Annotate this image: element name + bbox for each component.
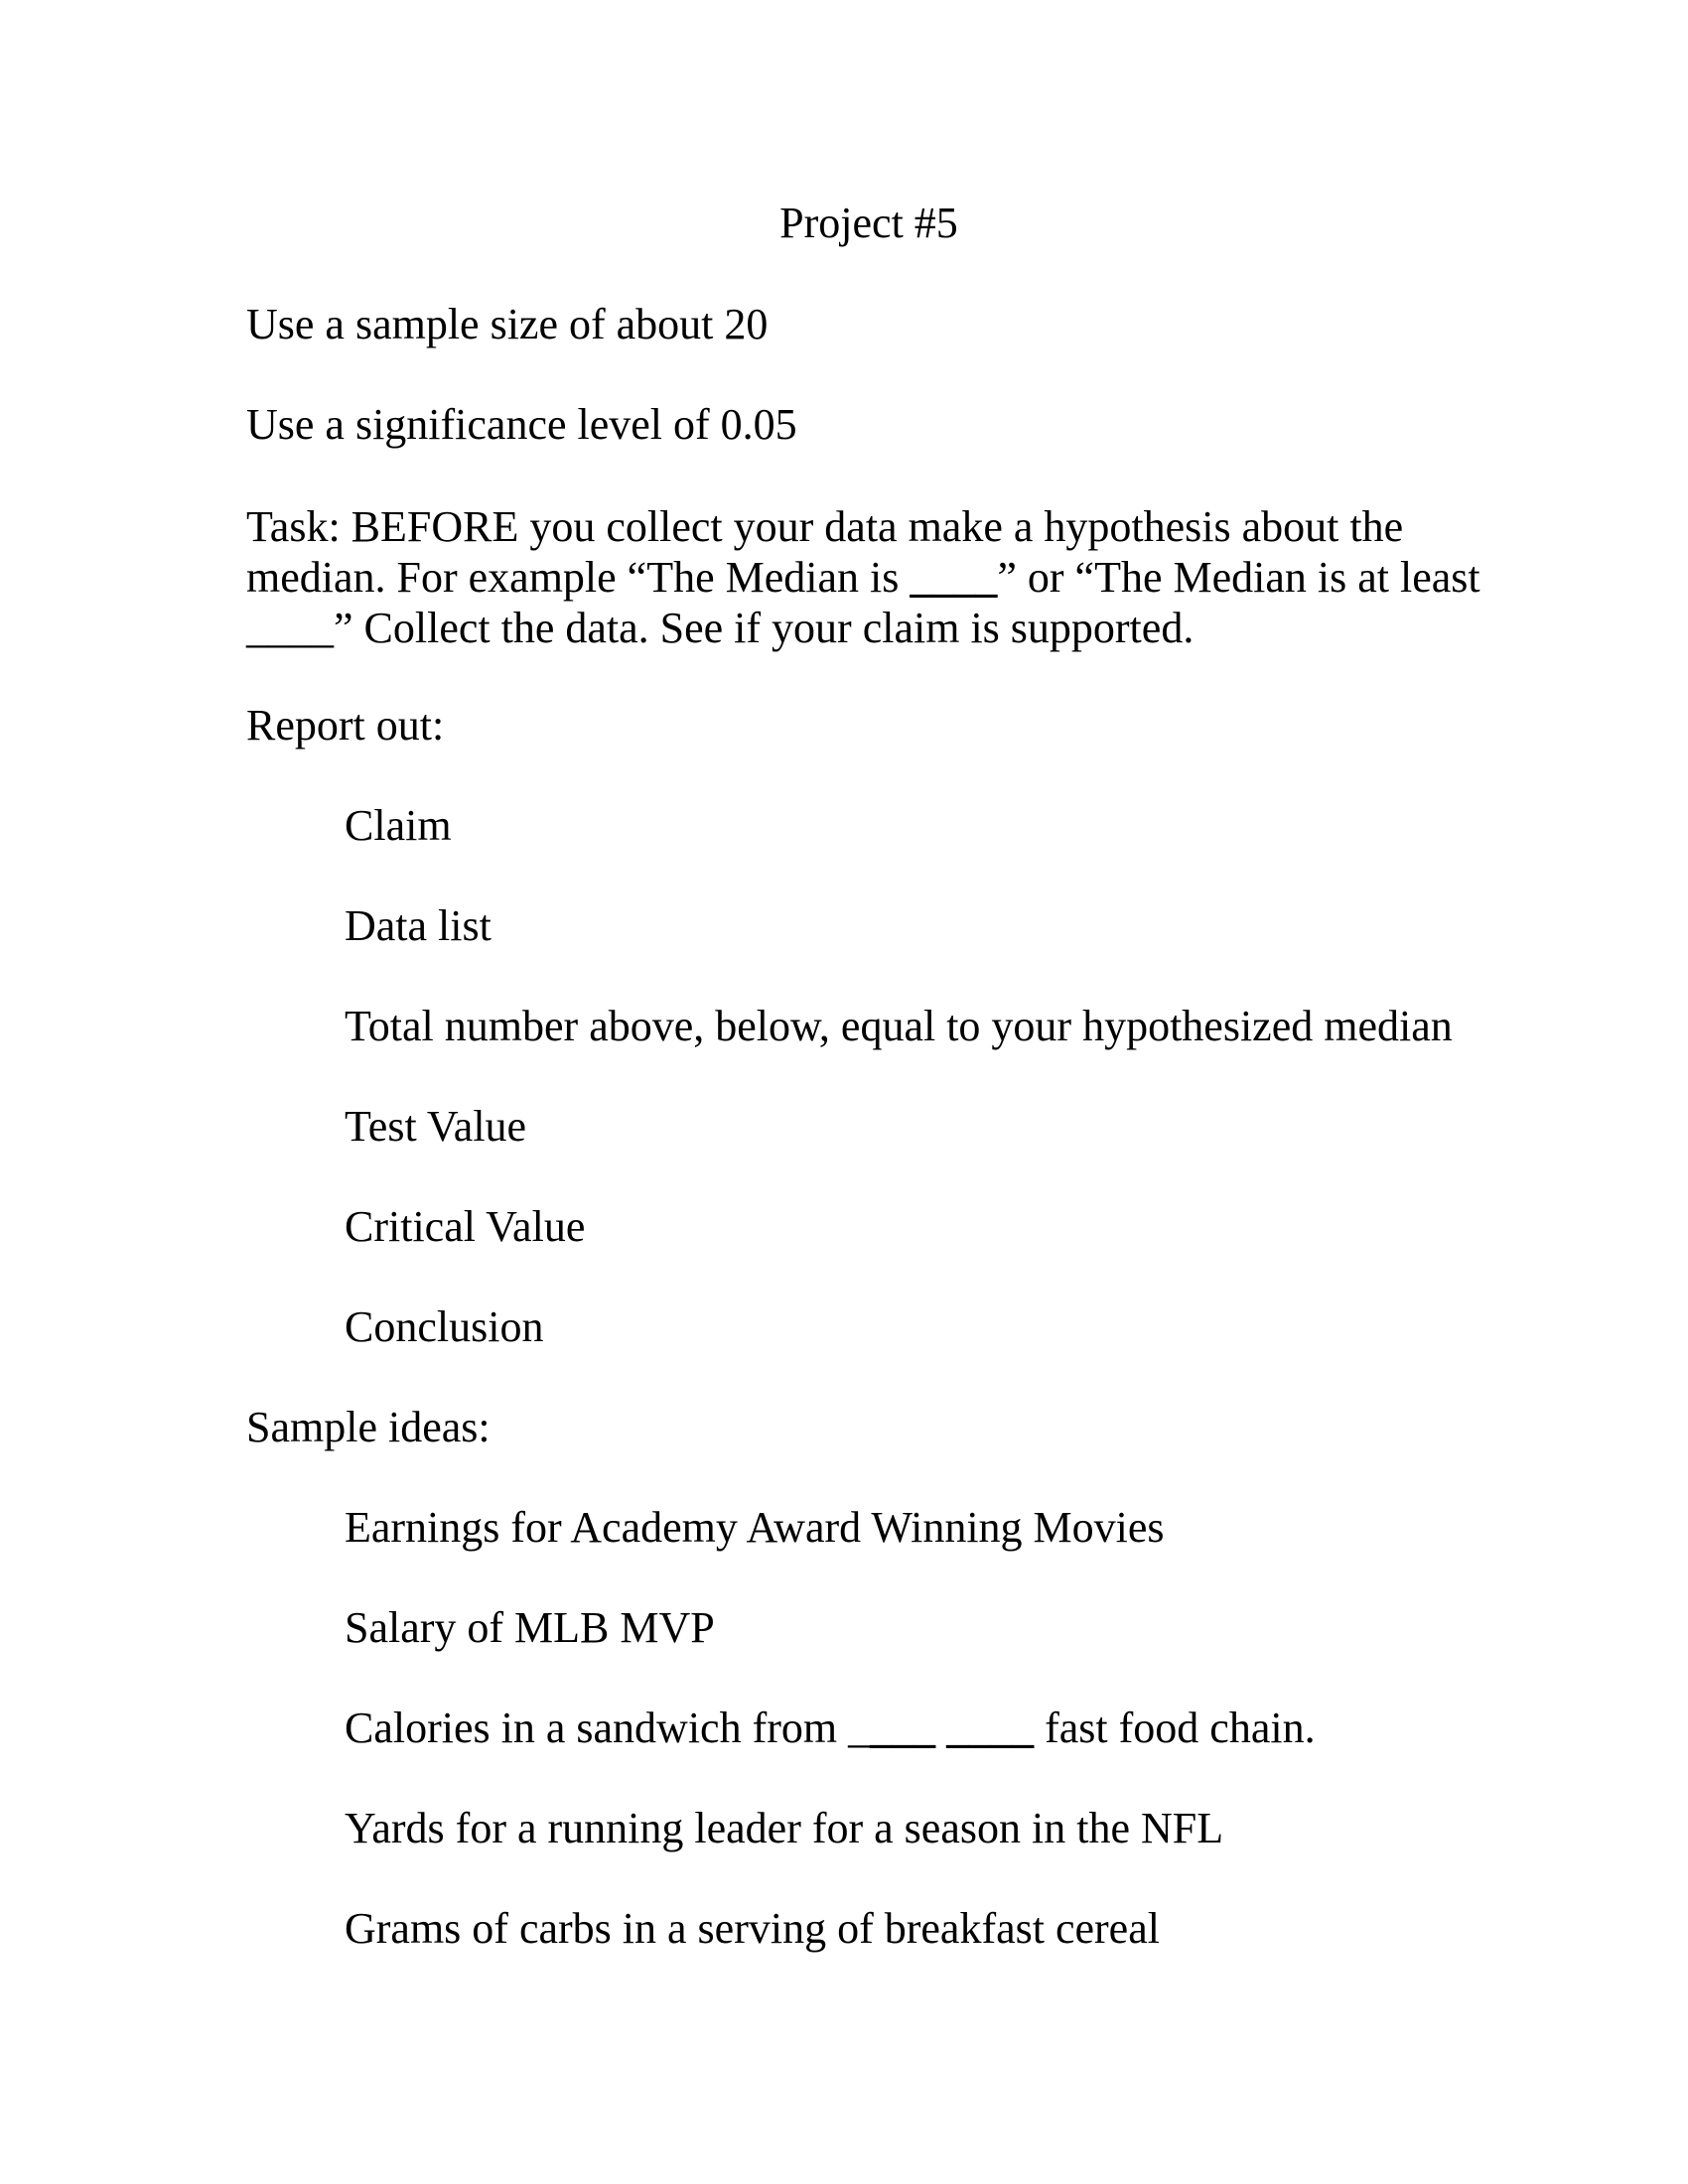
calories-text-end: fast food chain.: [1034, 1704, 1316, 1752]
report-item-conclusion: Conclusion: [345, 1302, 544, 1351]
report-item-data-list: Data list: [345, 901, 492, 950]
idea-item-mlb-mvp: Salary of MLB MVP: [345, 1603, 715, 1652]
task-line-2-start: median. For example “The Median is: [246, 553, 911, 602]
ideas-heading: Sample ideas:: [246, 1403, 491, 1451]
report-heading: Report out:: [246, 701, 445, 750]
report-item-totals: Total number above, below, equal to your hypothesized median: [345, 1002, 1453, 1050]
task-line-2-end: ” or “The Median is at least: [997, 553, 1480, 602]
task-line-3: ____” Collect the data. See if your claim is supported.: [246, 604, 1195, 652]
report-item-critical-value: Critical Value: [345, 1202, 586, 1251]
significance-text: Use a significance level of 0.05: [246, 400, 797, 449]
calories-text-start: Calories in a sandwich from _: [345, 1704, 871, 1752]
task-paragraph: [246, 501, 1497, 653]
idea-item-academy-award: Earnings for Academy Award Winning Movies: [345, 1503, 1165, 1552]
median-blank: ____: [910, 553, 998, 602]
idea-item-nfl-yards: Yards for a running leader for a season in the NFL: [345, 1804, 1224, 1852]
task-line-2: [246, 552, 1497, 603]
report-item-claim: Claim: [345, 801, 452, 850]
report-item-test-value: Test Value: [345, 1102, 527, 1151]
idea-item-cereal-carbs: Grams of carbs in a serving of breakfast cereal: [345, 1904, 1160, 1953]
idea-item-calories: [345, 1704, 1316, 1753]
sample-size-text: Use a sample size of about 20: [246, 300, 769, 348]
task-line-1: Task: BEFORE you collect your data make a hypothesis about the: [246, 502, 1404, 551]
page-title: Project #5: [779, 199, 958, 247]
fast-food-blank: ___ ____: [870, 1704, 1035, 1752]
